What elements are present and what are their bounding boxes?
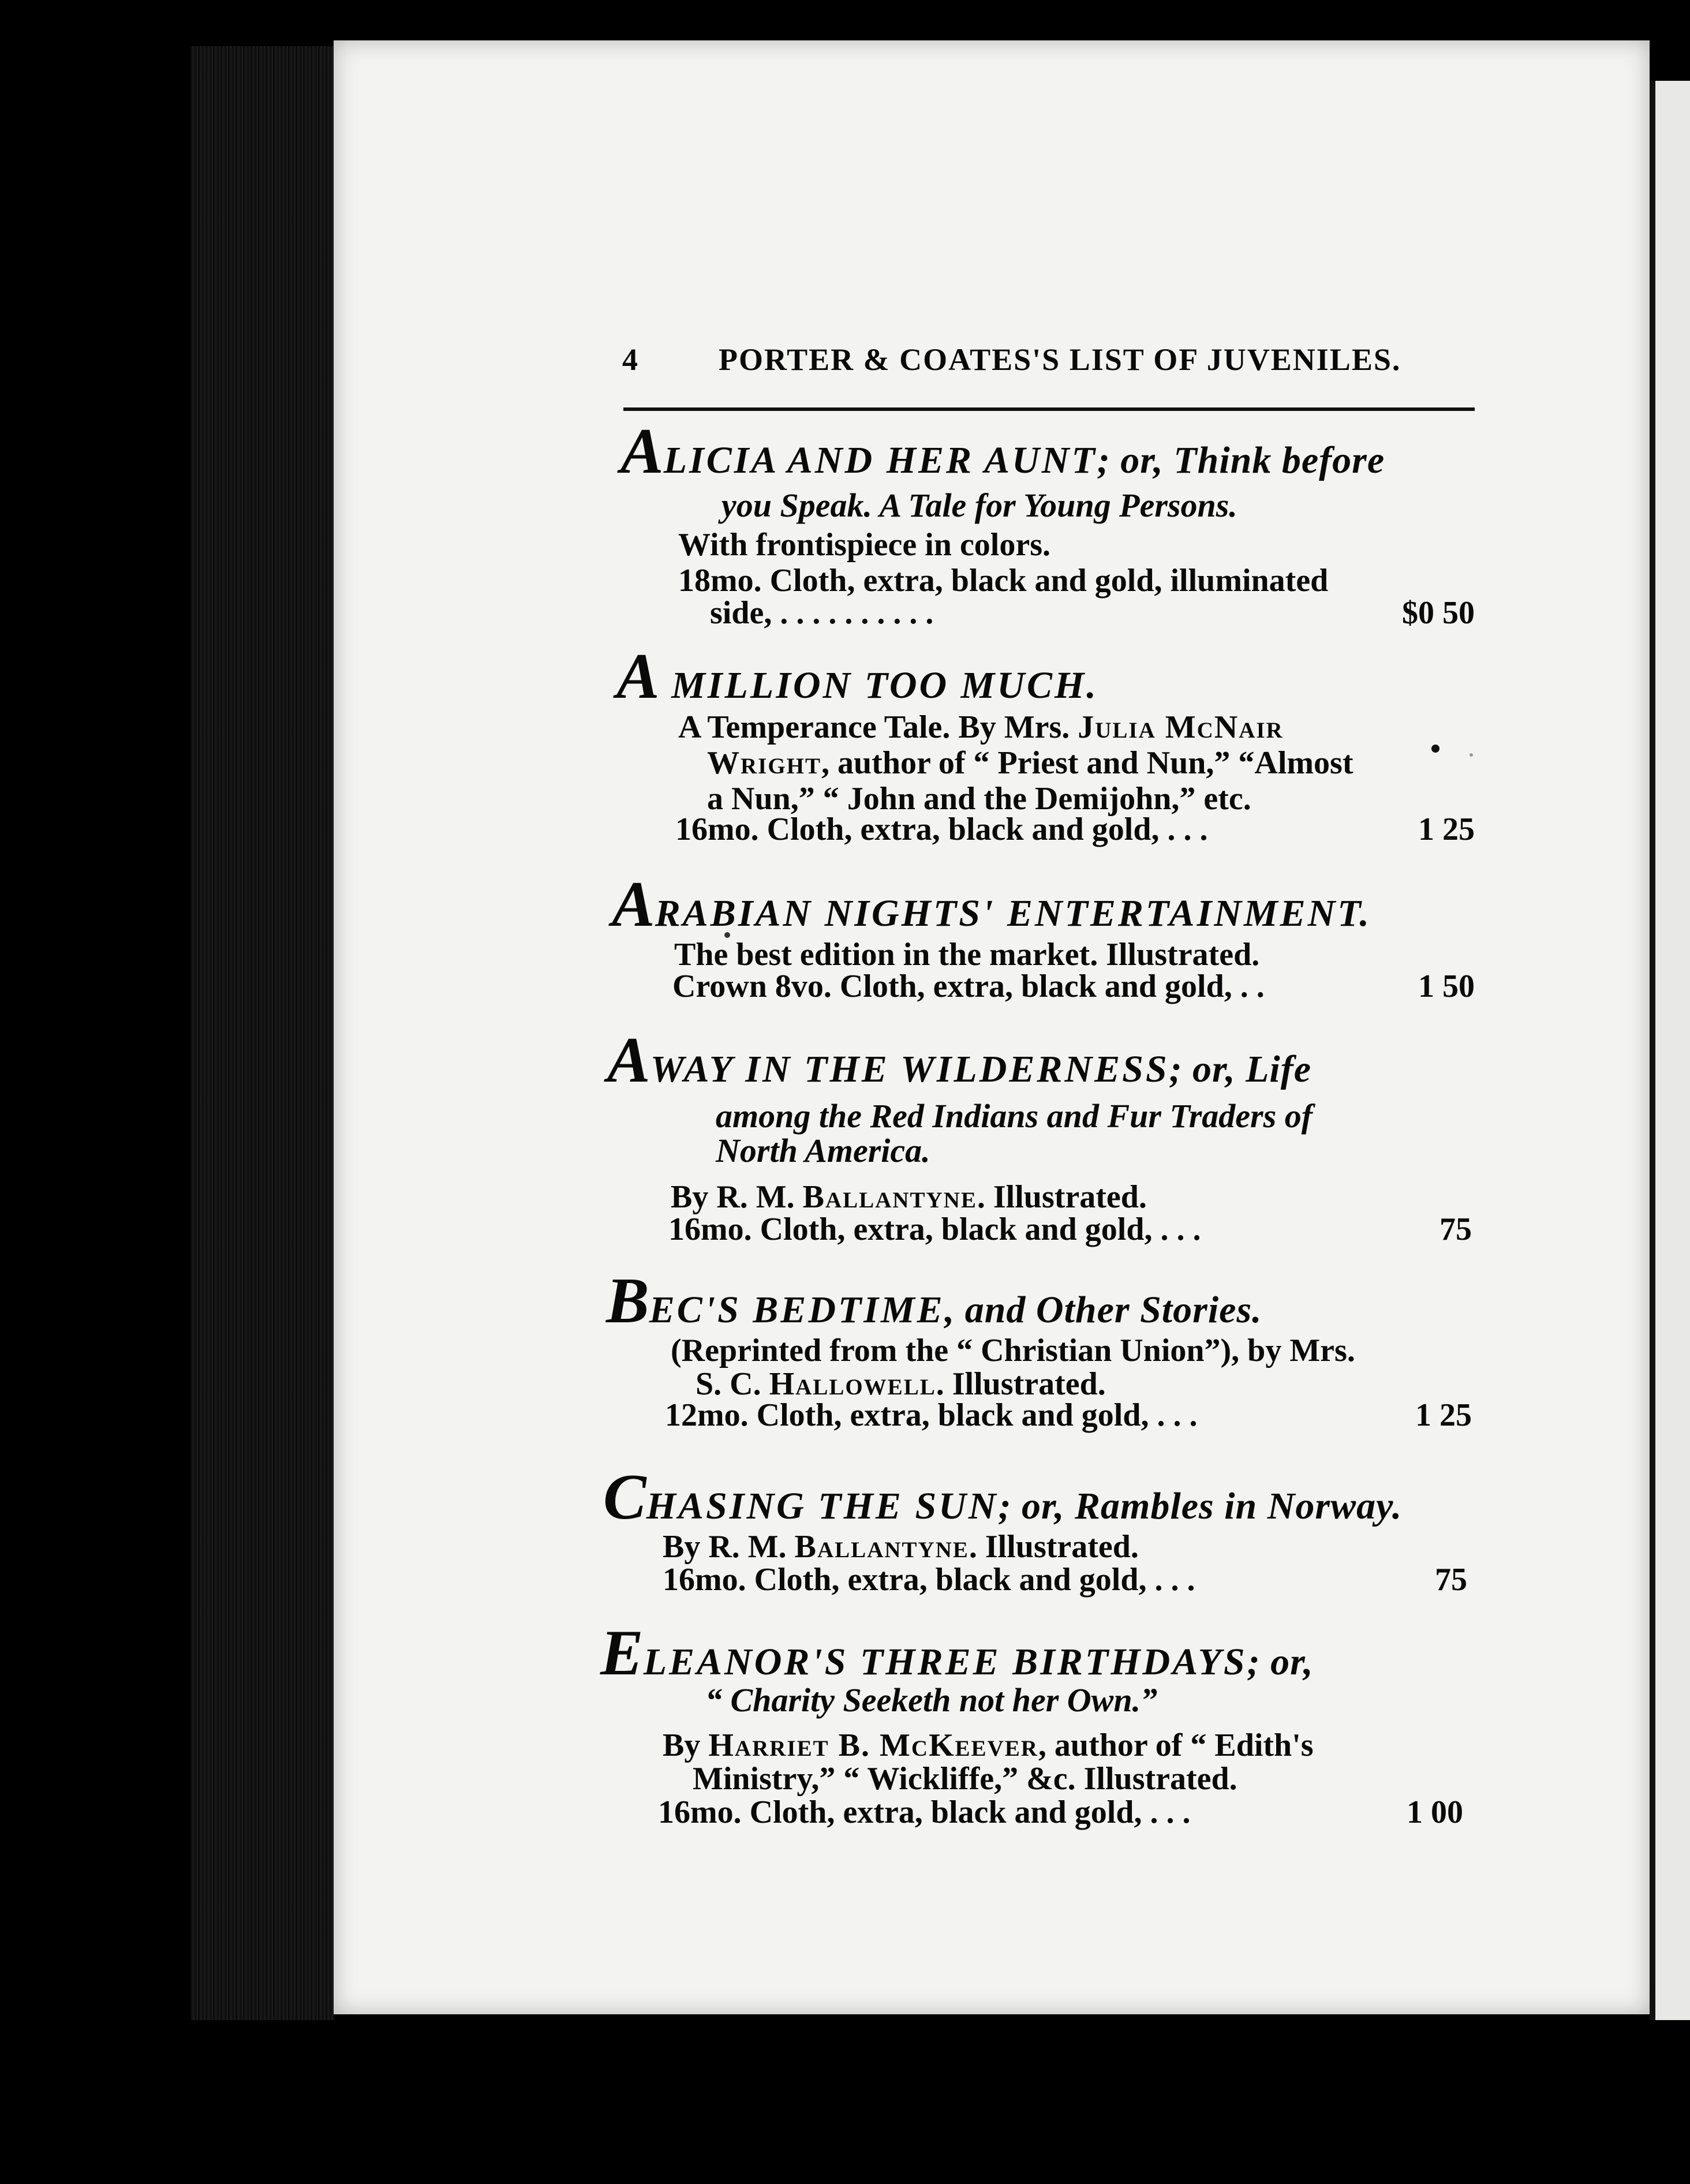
entry-price: $0 50 bbox=[1402, 595, 1475, 631]
entry-title: AWAY IN THE WILDERNESS; or, Life bbox=[607, 1024, 1312, 1096]
entry-line: 16mo. Cloth, extra, black and gold, . . . bbox=[675, 811, 1208, 847]
entry-line: Wright, author of “ Priest and Nun,” “Almost bbox=[707, 745, 1354, 781]
entry-title: ELEANOR'S THREE BIRTHDAYS; or, bbox=[600, 1617, 1314, 1689]
entry-line: S. C. Hallowell. Illustrated. bbox=[696, 1366, 1106, 1402]
book-page-edges bbox=[190, 46, 335, 2020]
entry-line: side, . . . . . . . . . . bbox=[710, 595, 934, 631]
entry-subtitle: you Speak. A Tale for Young Persons. bbox=[721, 487, 1237, 524]
entry-subtitle: “ Charity Seeketh not her Own.” bbox=[705, 1681, 1158, 1719]
entry-line: By R. M. Ballantyne. Illustrated. bbox=[671, 1179, 1147, 1215]
entry-title: CHASING THE SUN; or, Rambles in Norway. bbox=[603, 1461, 1403, 1533]
entry-line: Ministry,” “ Wickliffe,” &c. Illustrated. bbox=[693, 1761, 1237, 1797]
entry-line: a Nun,” “ John and the Demijohn,” etc. bbox=[707, 781, 1251, 817]
entry-title: A MILLION TOO MUCH. bbox=[616, 641, 1098, 712]
entry-line: By R. M. Ballantyne. Illustrated. bbox=[663, 1529, 1139, 1565]
running-title: PORTER & COATES'S LIST OF JUVENILES. bbox=[719, 342, 1401, 377]
entry-price: 75 bbox=[1440, 1211, 1472, 1247]
header-rule bbox=[623, 407, 1475, 411]
entry-line: 16mo. Cloth, extra, black and gold, . . . bbox=[668, 1211, 1201, 1247]
entry-price: 1 00 bbox=[1407, 1794, 1463, 1830]
entry-line: (Reprinted from the “ Christian Union”), by Mrs. bbox=[671, 1333, 1355, 1368]
entry-price: 1 50 bbox=[1418, 968, 1475, 1004]
entry-line: The best edition in the market. Illustrated. bbox=[674, 937, 1260, 973]
ink-speck bbox=[1431, 745, 1440, 753]
entry-line: With frontispiece in colors. bbox=[678, 527, 1051, 563]
facing-page-gutter bbox=[1650, 81, 1655, 2020]
ink-speck bbox=[1470, 753, 1473, 757]
facing-page-sliver bbox=[1650, 81, 1690, 2020]
entry-line: 16mo. Cloth, extra, black and gold, . . . bbox=[658, 1794, 1191, 1830]
entry-title: BEC'S BEDTIME, and Other Stories. bbox=[606, 1265, 1262, 1337]
entry-subtitle: among the Red Indians and Fur Traders of bbox=[716, 1097, 1313, 1135]
entry-line: 12mo. Cloth, extra, black and gold, . . . bbox=[665, 1397, 1198, 1433]
entry-price: 1 25 bbox=[1418, 811, 1475, 847]
entry-line: Crown 8vo. Cloth, extra, black and gold, . . bbox=[672, 968, 1265, 1004]
entry-subtitle: North America. bbox=[716, 1132, 930, 1169]
page-number: 4 bbox=[622, 342, 639, 377]
entry-title: ALICIA AND HER AUNT; or, Think before bbox=[620, 416, 1385, 487]
entry-line: By Harriet B. McKeever, author of “ Edith's bbox=[663, 1727, 1314, 1763]
entry-line: A Temperance Tale. By Mrs. Julia McNair bbox=[678, 709, 1284, 745]
entry-line: 16mo. Cloth, extra, black and gold, . . . bbox=[663, 1562, 1195, 1598]
entry-title: ARABIAN NIGHTS' ENTERTAINMENT. bbox=[612, 869, 1372, 940]
entry-line: 18mo. Cloth, extra, black and gold, illuminated bbox=[678, 563, 1329, 599]
entry-price: 75 bbox=[1435, 1562, 1467, 1598]
entry-price: 1 25 bbox=[1415, 1397, 1472, 1433]
